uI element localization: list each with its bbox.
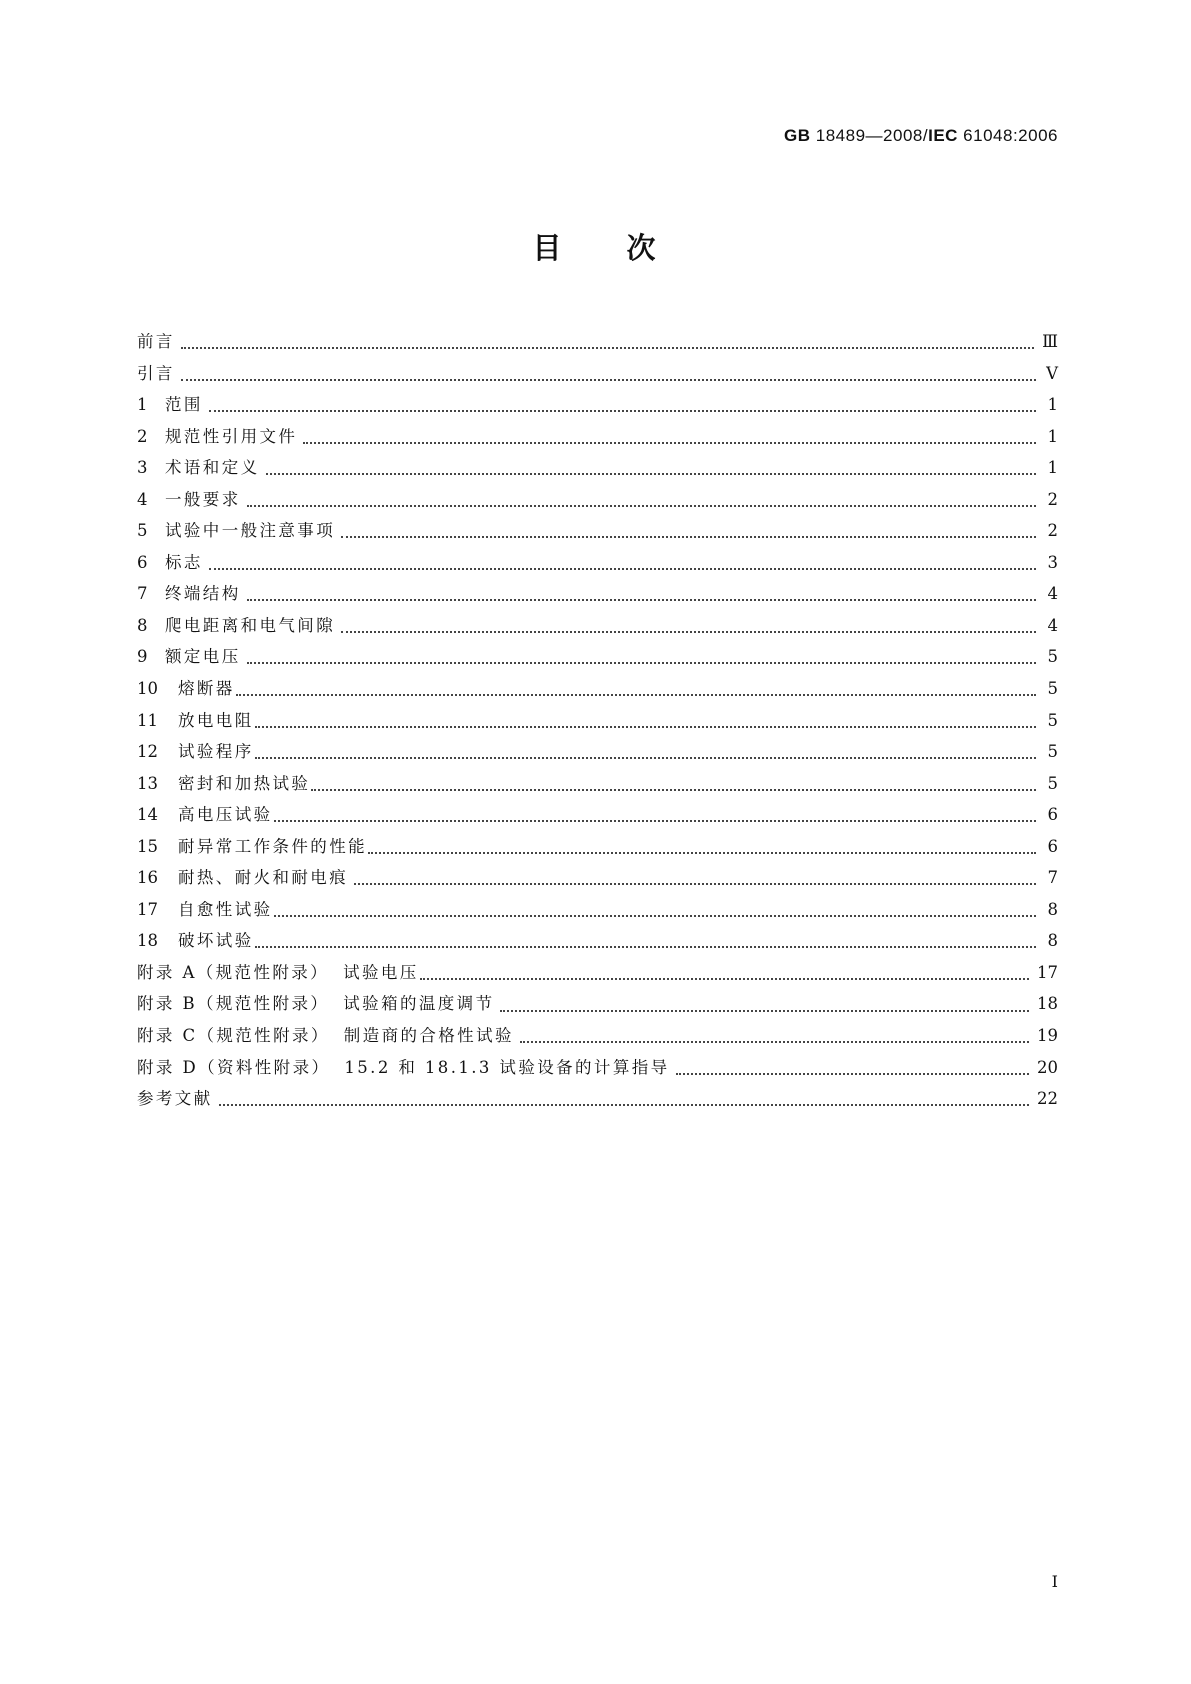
dot-leader <box>209 556 1036 573</box>
toc-page: 7 <box>1047 868 1058 888</box>
dot-leader <box>311 777 1036 794</box>
table-of-contents <box>137 328 1058 1117</box>
toc-entry-16[interactable] <box>137 864 1058 896</box>
toc-page: 4 <box>1047 615 1058 635</box>
toc-number: 9 <box>137 647 148 667</box>
dot-leader <box>247 588 1036 605</box>
dot-leader <box>266 462 1037 479</box>
toc-label: 标志 <box>165 552 203 572</box>
toc-label: 术语和定义 <box>165 458 260 478</box>
toc-label: 高电压试验 <box>178 805 273 825</box>
toc-page: 6 <box>1047 805 1058 825</box>
standard-header <box>784 126 1058 146</box>
toc-label: 破坏试验 <box>178 931 254 951</box>
page-title <box>0 226 1191 267</box>
toc-label: 试验中一般注意事项 <box>165 521 336 541</box>
toc-number: 18 <box>137 931 158 951</box>
toc-label: 前言 <box>137 332 175 351</box>
toc-number: 17 <box>137 899 158 919</box>
toc-number: 13 <box>137 773 158 793</box>
toc-page: 3 <box>1047 552 1058 572</box>
toc-page: 1 <box>1047 395 1058 415</box>
toc-label: 试验程序 <box>178 742 254 762</box>
toc-label: 15.2 和 18.1.3 试验设备的计算指导 <box>344 1057 670 1077</box>
annex-label: 附录 B（规范性附录） <box>137 994 330 1014</box>
toc-page: 22 <box>1037 1089 1058 1109</box>
standard-number: 18489—2008/ <box>815 126 929 145</box>
dot-leader <box>247 493 1036 510</box>
toc-number: 6 <box>137 552 148 572</box>
toc-page: 19 <box>1037 1026 1058 1046</box>
toc-page: 5 <box>1047 679 1058 699</box>
toc-page: Ⅴ <box>1046 363 1058 383</box>
toc-number: 3 <box>137 458 148 478</box>
toc-label: 一般要求 <box>165 489 241 509</box>
dot-leader <box>255 714 1036 731</box>
toc-label: 引言 <box>137 363 175 383</box>
toc-number: 16 <box>137 868 158 888</box>
title-char-2: 次 <box>626 231 659 265</box>
dot-leader <box>676 1061 1029 1078</box>
toc-page: 1 <box>1047 426 1058 446</box>
toc-number: 2 <box>137 426 148 446</box>
toc-entry-18[interactable] <box>137 927 1058 959</box>
toc-number: 8 <box>137 615 148 635</box>
annex-label: 附录 A（规范性附录） <box>137 962 330 982</box>
toc-entry-annex-d[interactable] <box>137 1054 1058 1086</box>
toc-entry-3[interactable] <box>137 454 1058 486</box>
toc-number: 11 <box>137 710 158 730</box>
toc-page: 5 <box>1047 742 1058 762</box>
dot-leader <box>274 903 1037 920</box>
dot-leader <box>255 746 1036 763</box>
dot-leader <box>236 683 1036 700</box>
toc-label: 试验电压 <box>343 962 419 982</box>
toc-entry-annex-c[interactable] <box>137 1022 1058 1054</box>
dot-leader <box>219 1093 1029 1110</box>
annex-label: 附录 D（资料性附录） <box>137 1057 331 1077</box>
dot-leader <box>500 998 1029 1015</box>
toc-label: 自愈性试验 <box>178 899 273 919</box>
toc-entry-12[interactable] <box>137 738 1058 770</box>
toc-label: 参考文献 <box>137 1089 213 1109</box>
toc-label: 放电电阻 <box>178 710 254 730</box>
toc-entry-17[interactable] <box>137 896 1058 928</box>
dot-leader <box>520 1030 1029 1047</box>
toc-entry-foreword[interactable] <box>137 328 1058 360</box>
toc-label: 密封和加热试验 <box>178 773 311 793</box>
dot-leader <box>209 399 1036 416</box>
toc-entry-13[interactable] <box>137 770 1058 802</box>
toc-label: 终端结构 <box>165 584 241 604</box>
toc-page: 17 <box>1037 962 1058 982</box>
toc-number: 5 <box>137 521 148 541</box>
toc-page: 5 <box>1047 710 1058 730</box>
toc-entry-annex-a[interactable] <box>137 959 1058 991</box>
toc-entry-bibliography[interactable] <box>137 1085 1058 1117</box>
dot-leader <box>341 619 1036 636</box>
toc-label: 耐异常工作条件的性能 <box>178 836 367 856</box>
toc-page: 5 <box>1047 647 1058 667</box>
toc-entry-annex-b[interactable] <box>137 990 1058 1022</box>
dot-leader <box>181 336 1034 353</box>
toc-number: 4 <box>137 489 148 509</box>
page-number: I <box>1051 1572 1058 1591</box>
toc-page: 8 <box>1047 931 1058 951</box>
toc-number: 7 <box>137 584 148 604</box>
toc-page: 2 <box>1047 489 1058 509</box>
dot-leader <box>341 525 1036 542</box>
title-char-1: 目 <box>532 231 565 265</box>
dot-leader <box>247 651 1036 668</box>
toc-page: 18 <box>1037 994 1058 1014</box>
toc-entry-1[interactable] <box>137 391 1058 423</box>
toc-label: 制造商的合格性试验 <box>343 1026 514 1046</box>
dot-leader <box>303 430 1036 447</box>
toc-label: 试验箱的温度调节 <box>343 994 495 1014</box>
toc-entry-introduction[interactable] <box>137 360 1058 392</box>
toc-label: 熔断器 <box>178 679 235 699</box>
dot-leader <box>420 966 1029 983</box>
toc-number: 10 <box>137 679 158 699</box>
toc-number: 14 <box>137 805 158 825</box>
dot-leader <box>354 872 1036 889</box>
iec-number: 61048:2006 <box>963 126 1058 145</box>
toc-entry-15[interactable] <box>137 833 1058 865</box>
iec-prefix: IEC <box>928 126 958 145</box>
toc-number: 1 <box>137 395 148 415</box>
toc-page: 2 <box>1047 521 1058 541</box>
toc-page: Ⅲ <box>1042 332 1058 351</box>
toc-page: 6 <box>1047 836 1058 856</box>
toc-label: 规范性引用文件 <box>165 426 298 446</box>
toc-page: 8 <box>1047 899 1058 919</box>
toc-entry-11[interactable] <box>137 707 1058 739</box>
toc-number: 12 <box>137 742 158 762</box>
toc-page: 1 <box>1047 458 1058 478</box>
toc-label: 范围 <box>165 395 203 415</box>
toc-entry-4[interactable] <box>137 486 1058 518</box>
toc-entry-14[interactable] <box>137 801 1058 833</box>
toc-entry-7[interactable] <box>137 580 1058 612</box>
standard-prefix: GB <box>784 126 811 145</box>
toc-label: 耐热、耐火和耐电痕 <box>178 868 349 888</box>
toc-page: 5 <box>1047 773 1058 793</box>
dot-leader <box>255 935 1036 952</box>
toc-entry-10[interactable] <box>137 675 1058 707</box>
dot-leader <box>274 809 1037 826</box>
toc-page: 4 <box>1047 584 1058 604</box>
toc-entry-9[interactable] <box>137 643 1058 675</box>
toc-entry-6[interactable] <box>137 549 1058 581</box>
toc-number: 15 <box>137 836 158 856</box>
toc-page: 20 <box>1037 1057 1058 1077</box>
toc-label: 爬电距离和电气间隙 <box>165 615 336 635</box>
toc-entry-8[interactable] <box>137 612 1058 644</box>
toc-entry-2[interactable] <box>137 423 1058 455</box>
toc-label: 额定电压 <box>165 647 241 667</box>
dot-leader <box>368 840 1036 857</box>
annex-label: 附录 C（规范性附录） <box>137 1026 330 1046</box>
toc-entry-5[interactable] <box>137 517 1058 549</box>
dot-leader <box>181 367 1036 384</box>
